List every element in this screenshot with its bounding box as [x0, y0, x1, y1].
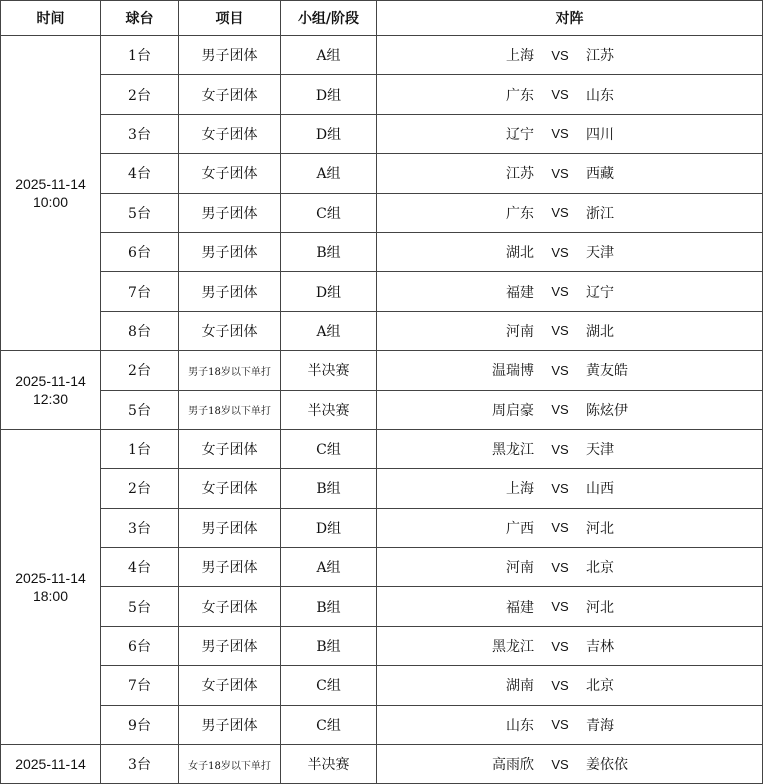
table-number-cell: 2台 [101, 351, 179, 390]
vs-label: VS [551, 165, 569, 181]
match-cell [377, 272, 763, 311]
team-b: 四川 [586, 126, 614, 143]
vs-label: VS [551, 284, 569, 300]
event-cell: 女子团体 [179, 154, 281, 193]
team-b: 江苏 [586, 48, 614, 65]
group-cell: C组 [281, 429, 377, 468]
table-row [1, 114, 763, 153]
match-cell [377, 548, 763, 587]
vs-label: VS [551, 323, 569, 339]
team-a: 福建 [506, 599, 534, 616]
group-cell: B组 [281, 232, 377, 271]
match-cell [377, 232, 763, 271]
match-cell [377, 508, 763, 547]
group-cell: B组 [281, 626, 377, 665]
table-number-cell: 3台 [101, 745, 179, 784]
session-date: 2025-11-14 [15, 569, 86, 586]
session-date: 2025-11-14 [15, 176, 86, 193]
vs-label: VS [551, 47, 569, 63]
table-row [1, 390, 763, 429]
event-cell: 女子团体 [179, 666, 281, 705]
event-cell: 男子18岁以下单打 [179, 390, 281, 429]
match-cell [377, 705, 763, 744]
table-number-cell: 6台 [101, 626, 179, 665]
table-number-cell: 3台 [101, 114, 179, 153]
table-row [1, 232, 763, 271]
group-cell: A组 [281, 311, 377, 350]
team-b: 辽宁 [586, 284, 614, 301]
vs-label: VS [551, 520, 569, 536]
team-a: 上海 [506, 48, 534, 65]
team-a: 广西 [506, 520, 534, 537]
table-number-cell: 5台 [101, 193, 179, 232]
event-cell: 女子团体 [179, 469, 281, 508]
schedule-body [1, 36, 763, 784]
group-cell: D组 [281, 508, 377, 547]
event-cell: 男子团体 [179, 193, 281, 232]
header-time: 时间 [1, 1, 101, 36]
header-match: 对阵 [377, 1, 763, 36]
match-cell [377, 626, 763, 665]
session-time: 12:30 [32, 391, 69, 408]
team-a: 上海 [506, 481, 534, 498]
team-b: 陈炫伊 [586, 402, 628, 419]
match-cell [377, 114, 763, 153]
event-cell: 女子团体 [179, 429, 281, 468]
match-cell [377, 154, 763, 193]
match-cell [377, 429, 763, 468]
team-b: 西藏 [586, 166, 614, 183]
session-time-cell [1, 745, 101, 784]
match-cell [377, 351, 763, 390]
team-a: 河南 [506, 323, 534, 340]
vs-label: VS [551, 126, 569, 142]
team-b: 青海 [586, 717, 614, 734]
vs-label: VS [551, 205, 569, 221]
table-row [1, 626, 763, 665]
group-cell: C组 [281, 666, 377, 705]
table-number-cell: 3台 [101, 508, 179, 547]
event-cell: 男子团体 [179, 232, 281, 271]
vs-label: VS [551, 87, 569, 103]
table-row [1, 587, 763, 626]
table-number-cell: 1台 [101, 429, 179, 468]
group-cell: A组 [281, 548, 377, 587]
group-cell: C组 [281, 705, 377, 744]
team-a: 高雨欣 [492, 757, 534, 774]
team-b: 吉林 [586, 639, 614, 656]
vs-label: VS [551, 756, 569, 772]
table-row [1, 311, 763, 350]
header-group: 小组/阶段 [281, 1, 377, 36]
group-cell: B组 [281, 587, 377, 626]
match-cell [377, 666, 763, 705]
vs-label: VS [551, 638, 569, 654]
event-cell: 男子团体 [179, 548, 281, 587]
team-b: 山东 [586, 87, 614, 104]
team-a: 江苏 [506, 166, 534, 183]
table-number-cell: 5台 [101, 587, 179, 626]
team-b: 姜依依 [586, 757, 628, 774]
table-number-cell: 5台 [101, 390, 179, 429]
table-row [1, 75, 763, 114]
team-a: 广东 [506, 87, 534, 104]
group-cell: D组 [281, 114, 377, 153]
team-a: 福建 [506, 284, 534, 301]
team-a: 黑龙江 [492, 442, 534, 459]
team-b: 黄友皓 [586, 363, 628, 380]
table-row [1, 469, 763, 508]
table-row [1, 745, 763, 784]
team-b: 河北 [586, 599, 614, 616]
vs-label: VS [551, 480, 569, 496]
table-row [1, 36, 763, 75]
table-number-cell: 6台 [101, 232, 179, 271]
event-cell: 男子团体 [179, 626, 281, 665]
group-cell: D组 [281, 75, 377, 114]
event-cell: 男子18岁以下单打 [179, 351, 281, 390]
team-a: 湖北 [506, 245, 534, 262]
event-cell: 女子团体 [179, 75, 281, 114]
event-cell: 男子团体 [179, 36, 281, 75]
table-row [1, 351, 763, 390]
session-time-cell [1, 429, 101, 744]
table-row [1, 548, 763, 587]
match-cell [377, 36, 763, 75]
table-row [1, 154, 763, 193]
team-a: 湖南 [506, 678, 534, 695]
table-number-cell: 4台 [101, 548, 179, 587]
header-event: 项目 [179, 1, 281, 36]
table-number-cell: 1台 [101, 36, 179, 75]
table-number-cell: 7台 [101, 666, 179, 705]
table-row [1, 705, 763, 744]
table-number-cell: 2台 [101, 469, 179, 508]
table-row [1, 666, 763, 705]
match-cell [377, 193, 763, 232]
event-cell: 男子团体 [179, 508, 281, 547]
session-date: 2025-11-14 [15, 373, 86, 390]
table-row [1, 508, 763, 547]
match-cell [377, 587, 763, 626]
event-cell: 女子团体 [179, 311, 281, 350]
team-a: 黑龙江 [492, 639, 534, 656]
vs-label: VS [551, 677, 569, 693]
session-date: 2025-11-14 [15, 756, 86, 773]
table-number-cell: 8台 [101, 311, 179, 350]
vs-label: VS [551, 441, 569, 457]
vs-label: VS [551, 244, 569, 260]
match-cell [377, 745, 763, 784]
team-b: 山西 [586, 481, 614, 498]
vs-label: VS [551, 402, 569, 418]
team-b: 北京 [586, 560, 614, 577]
team-b: 浙江 [586, 205, 614, 222]
team-a: 辽宁 [506, 126, 534, 143]
table-row [1, 193, 763, 232]
team-a: 周启豪 [492, 402, 534, 419]
table-row [1, 429, 763, 468]
vs-label: VS [551, 717, 569, 733]
table-row [1, 272, 763, 311]
match-cell [377, 311, 763, 350]
group-cell: D组 [281, 272, 377, 311]
session-time-cell [1, 36, 101, 351]
session-time-cell [1, 351, 101, 430]
table-number-cell: 4台 [101, 154, 179, 193]
group-cell: B组 [281, 469, 377, 508]
team-a: 山东 [506, 717, 534, 734]
header-table: 球台 [101, 1, 179, 36]
event-cell: 男子团体 [179, 272, 281, 311]
match-cell [377, 390, 763, 429]
team-b: 河北 [586, 520, 614, 537]
team-b: 天津 [586, 245, 614, 262]
match-cell [377, 75, 763, 114]
group-cell: A组 [281, 36, 377, 75]
event-cell: 女子团体 [179, 587, 281, 626]
event-cell: 女子团体 [179, 114, 281, 153]
match-cell [377, 469, 763, 508]
session-time: 18:00 [32, 587, 69, 604]
vs-label: VS [551, 559, 569, 575]
vs-label: VS [551, 599, 569, 615]
group-cell: 半决赛 [281, 390, 377, 429]
table-number-cell: 9台 [101, 705, 179, 744]
team-a: 广东 [506, 205, 534, 222]
group-cell: 半决赛 [281, 745, 377, 784]
session-time: 10:00 [32, 194, 69, 211]
team-a: 河南 [506, 560, 534, 577]
team-b: 湖北 [586, 323, 614, 340]
team-a: 温瑞博 [492, 363, 534, 380]
header-row [1, 1, 763, 36]
event-cell: 男子团体 [179, 705, 281, 744]
table-number-cell: 2台 [101, 75, 179, 114]
group-cell: C组 [281, 193, 377, 232]
team-b: 北京 [586, 678, 614, 695]
group-cell: A组 [281, 154, 377, 193]
table-number-cell: 7台 [101, 272, 179, 311]
team-b: 天津 [586, 442, 614, 459]
group-cell: 半决赛 [281, 351, 377, 390]
event-cell: 女子18岁以下单打 [179, 745, 281, 784]
vs-label: VS [551, 362, 569, 378]
